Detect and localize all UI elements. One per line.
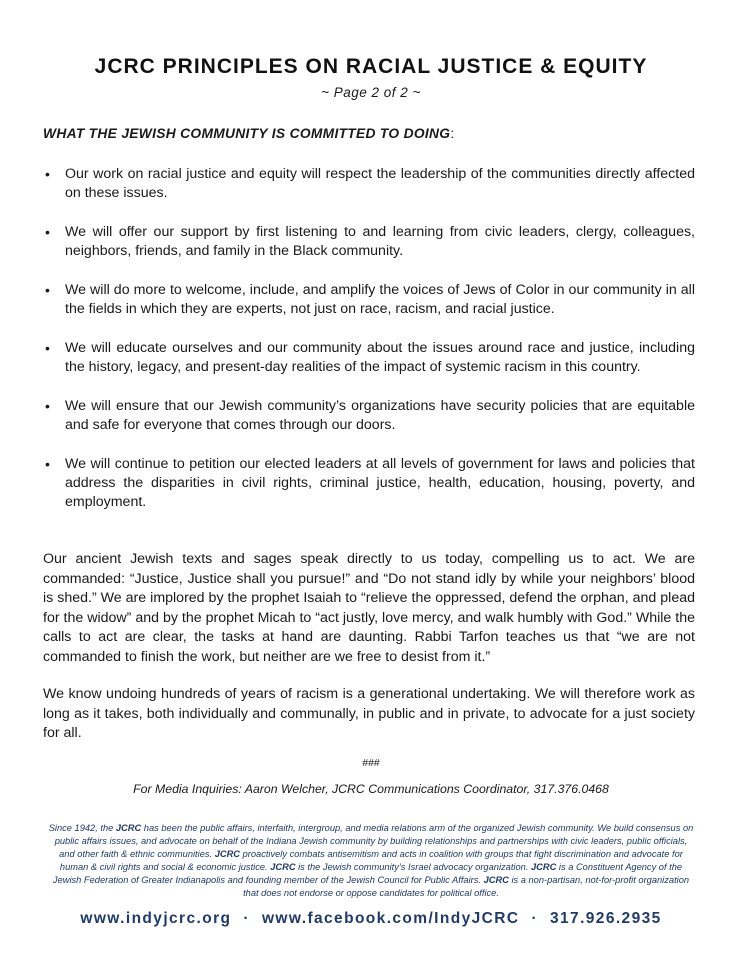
website-link[interactable]: www.indyjcrc.org: [80, 910, 232, 927]
org-name: JCRC: [483, 875, 509, 886]
bullet-icon: •: [45, 340, 50, 356]
facebook-link[interactable]: www.facebook.com/IndyJCRC: [261, 910, 520, 927]
about-text: Since 1942, the: [48, 823, 116, 833]
page-title: JCRC PRINCIPLES ON RACIAL JUSTICE & EQUITY: [94, 55, 648, 78]
section-heading-colon: :: [450, 126, 455, 141]
list-item: [43, 339, 695, 377]
footer-separator: ·: [531, 910, 539, 927]
org-name: JCRC: [531, 862, 557, 873]
bullet-icon: •: [45, 224, 50, 240]
org-name: JCRC: [270, 862, 296, 873]
about-text: is a non-partisan, not-for-profit organization that does not endorse or oppose candidates for political office.: [243, 875, 690, 899]
list-item-text: Our work on racial justice and equity will respect the leadership of the communities directly affected on these issues.: [65, 166, 695, 201]
bullet-icon: •: [45, 456, 50, 472]
about-text: proactively combats antisemitism and acts in coalition with groups that fight discrimination and advocate for human & civil rights and social & economic justice.: [59, 849, 683, 873]
about-text: is a Constituent Agency of the Jewish Federation of Greater Indianapolis and founding member of the Jewish Council for Public Affairs.: [52, 862, 683, 886]
list-item: [43, 165, 695, 203]
media-inquiries: For Media Inquiries: Aaron Welcher, JCRC Communications Coordinator, 317.376.0468: [133, 782, 609, 796]
about-jcrc: [48, 822, 694, 901]
bullet-icon: •: [45, 398, 50, 414]
list-item-text: We will ensure that our Jewish community’s organizations have security policies that are equitable and safe for everyone that comes through our doors.: [65, 398, 695, 433]
bullet-icon: •: [45, 282, 50, 298]
footer-separator: ·: [243, 910, 250, 927]
end-separator: ###: [362, 757, 380, 769]
list-item-text: We will continue to petition our elected leaders at all levels of government for laws and policies that address the disparities in civil rights, criminal justice, health, education, housing, poverty, and employment.: [65, 456, 695, 510]
org-name: JCRC: [115, 823, 142, 833]
commitments-list: [43, 165, 695, 532]
section-heading: [43, 126, 454, 141]
list-item: [43, 397, 695, 435]
bullet-icon: •: [45, 166, 50, 182]
list-item: [43, 223, 695, 261]
about-text: is the Jewish community’s Israel advocacy organization.: [295, 862, 531, 873]
list-item: [43, 281, 695, 319]
paragraph-undertaking: We know undoing hundreds of years of racism is a generational undertaking. We will therefore work as long as it takes, both individually and communally, in public and in private, to advocate for a just society for all.: [43, 686, 695, 741]
footer-contact: [0, 910, 742, 928]
list-item-text: We will offer our support by first listening to and learning from civic leaders, clergy, colleagues, neighbors, friends, and family in the Black community.: [65, 224, 695, 259]
org-name: JCRC: [214, 849, 240, 860]
page-indicator: ~ Page 2 of 2 ~: [321, 85, 421, 100]
paragraph-texts: Our ancient Jewish texts and sages speak directly to us today, compelling us to act. We are commanded: “Justice, Justice shall you pursue!” and “Do not stand idly by while your neighbors’ blood is shed.” We are implored by the prophet Isaiah to “relieve the oppressed, defend the orphan, and plead for the widow” and by the prophet Micah to “act justly, love mercy, and walk humbly with God.” While the calls to act are clear, the tasks at hand are daunting. Rabbi Tarfon teaches us that “we are not commanded to finish the work, but neither are we free to desist from it.”: [43, 551, 695, 665]
section-heading-text: WHAT THE JEWISH COMMUNITY IS COMMITTED TO DOING: [43, 126, 451, 141]
list-item-text: We will educate ourselves and our community about the issues around race and justice, including the history, legacy, and present-day realities of the impact of systemic racism in this country.: [65, 340, 695, 375]
about-text: has been the public affairs, interfaith, intergroup, and media relations arm of the organized Jewish community. We build consensus on public affairs issues, and advocate on behalf of the Indiana Jewish community by building relationships and partnerships with civic leaders, public officials, and other faith & ethnic communities.: [54, 823, 694, 860]
phone-number: 317.926.2935: [550, 910, 662, 927]
list-item-text: We will do more to welcome, include, and amplify the voices of Jews of Color in our community in all the fields in which they are experts, not just on race, racism, and racial justice.: [65, 282, 695, 317]
list-item: [43, 455, 695, 512]
